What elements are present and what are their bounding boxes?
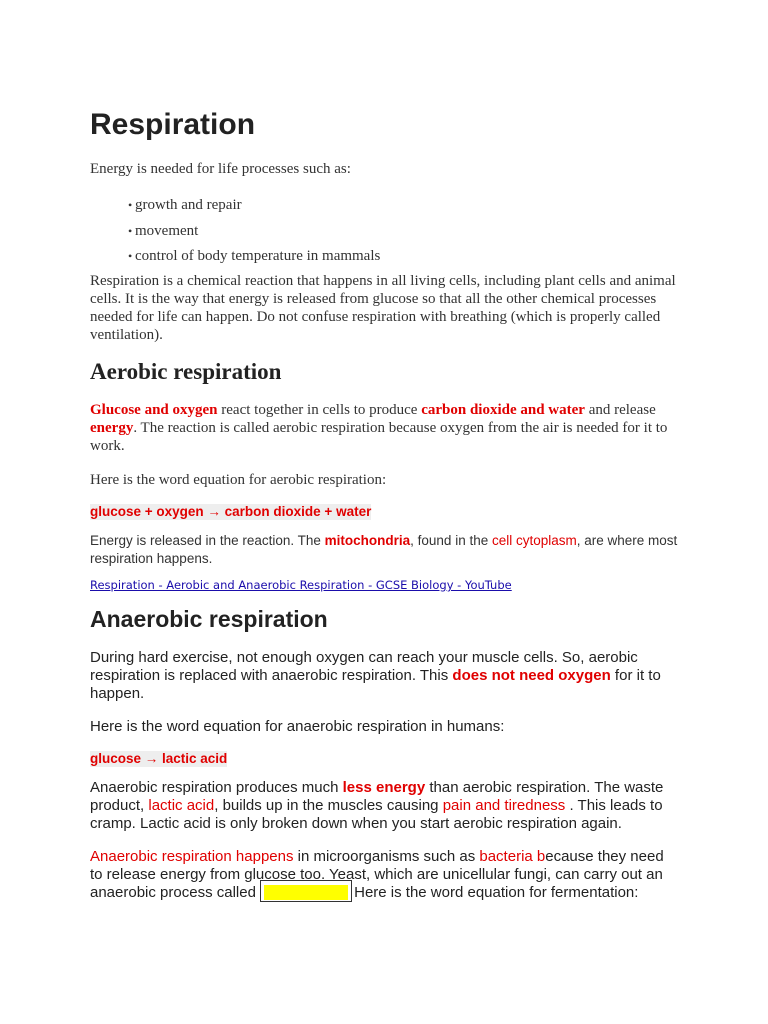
highlight-pain: pain and tiredness [442, 797, 566, 814]
intro-text: Energy is needed for life processes such as: [90, 161, 351, 177]
highlight-reactants: Glucose and oxygen [90, 402, 218, 418]
aerobic-paragraph-1: Glucose and oxygen react together in cells to produce carbon dioxide and water and release energy. The reaction is called aerobic respiration because oxygen from the air is needed for it to work. [90, 402, 668, 454]
anaerobic-heading: Anaerobic respiration [90, 606, 328, 632]
highlight-cytoplasm: cell cytoplasm [491, 533, 577, 548]
anaerobic-equation-intro-block [90, 718, 680, 736]
highlight-mitochondria: mitochondria [324, 533, 411, 548]
highlight-bacteria: bacteria b [479, 848, 546, 865]
yellow-highlight [264, 885, 348, 900]
aerobic-word-equation: glucose + oxygen → carbon dioxide + water [90, 504, 372, 519]
list-item: • control of body temperature in mammals [128, 248, 381, 264]
aerobic-equation-intro: Here is the word equation for aerobic respiration: [90, 472, 387, 488]
list-item: • movement [128, 222, 199, 239]
aerobic-paragraph-2: Energy is released in the reaction. The mitochondria, found in the cell cytoplasm, are where most respiration happens. [90, 533, 678, 566]
aerobic-equation-intro-block [90, 471, 680, 489]
highlight-energy: energy [90, 420, 134, 436]
respiration-definition [90, 272, 680, 344]
list-item: • growth and repair [128, 197, 242, 213]
bullet-icon: • [128, 198, 133, 212]
bullet-icon: • [128, 223, 133, 238]
anaerobic-equation-intro: Here is the word equation for anaerobic respiration in humans: [90, 718, 505, 735]
answer-blank-box[interactable] [260, 880, 352, 902]
page-title: Respiration [90, 108, 256, 141]
intro-block [90, 160, 680, 178]
anaerobic-paragraph-1: During hard exercise, not enough oxygen can reach your muscle cells. So, aerobic respiration is replaced with anaerobic respiration. This does not need oxygen for it to happen. [90, 649, 661, 702]
respiration-paragraph: Respiration is a chemical reaction that happens in all living cells, including plant cells and animal cells. It is the way that energy is released from glucose so that all the other chemical processes needed for life can happen. Do not confuse respiration with breathing (which is properly called ventilation). [90, 273, 676, 343]
highlight-less-energy: less energy [342, 779, 426, 796]
highlight-products: carbon dioxide and water [421, 402, 585, 418]
anaerobic-paragraph-2: Anaerobic respiration produces much less energy than aerobic respiration. The waste product, lactic acid, builds up in the muscles causing pain and tiredness . This leads to cramp. Lactic acid is only broken down when you start aerobic respiration again. [90, 779, 664, 832]
anaerobic-word-equation: glucose → lactic acid [90, 751, 228, 766]
highlight-no-oxygen: does not need oxygen [452, 667, 611, 684]
anaerobic-paragraph-3: Anaerobic respiration happens in microorganisms such as bacteria because they need to release energy from glucose too. Yeast, which are unicellular fungi, can carry out an anaerobic process called Here is the word equation for fermentation: [90, 848, 664, 901]
youtube-video-link[interactable]: Respiration - Aerobic and Anaerobic Respiration - GCSE Biology - YouTube [90, 578, 512, 592]
aerobic-heading: Aerobic respiration [90, 359, 282, 384]
life-processes-list [128, 196, 380, 273]
bullet-icon: • [128, 249, 133, 263]
highlight-lactic-acid: lactic acid [148, 797, 215, 814]
highlight-anaerobic-happens: Anaerobic respiration happens [90, 848, 294, 865]
